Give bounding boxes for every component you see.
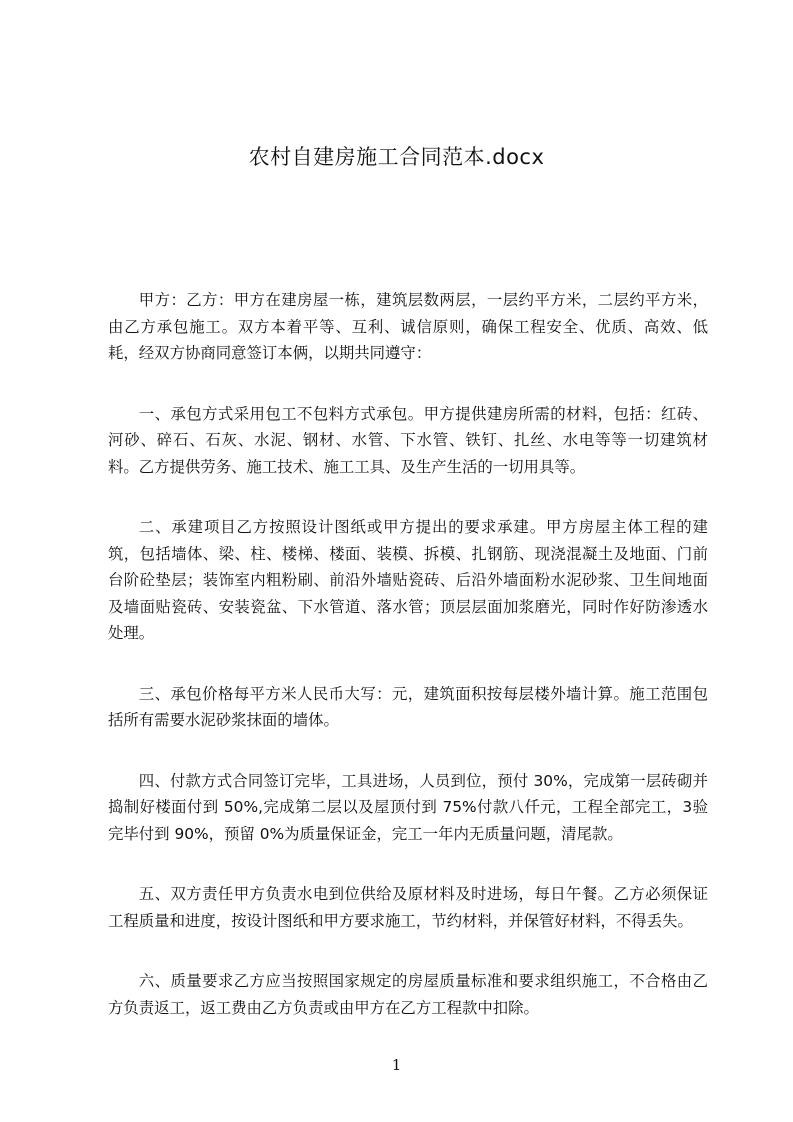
paragraph-payment-method: 四、付款方式合同签订完毕，工具进场，人员到位，预付 30%，完成第一层砖砌并捣制好楼面付到 50%,完成第二层以及屋顶付到 75%付款八仟元，工程全部完工，3验完毕付到 90%，预留 0%为质量保证金，完工一年内无质量问题，清尾款。 bbox=[108, 771, 708, 843]
paragraph-construction-scope: 二、承建项目乙方按照设计图纸或甲方提出的要求承建。甲方房屋主体工程的建筑，包括墙体、梁、柱、楼梯、楼面、装模、拆模、扎钢筋、现浇混凝土及地面、门前台阶砼垫层；装饰室内粗粉刷、前沿外墙贴瓷砖、后沿外墙面粉水泥砂浆、卫生间地面及墙面贴瓷砖、安装瓷盆、下水管道、落水管；顶层层面加浆磨光，同时作好防渗透水处理。 bbox=[108, 518, 708, 642]
page-number: 1 bbox=[391, 1056, 402, 1074]
paragraph-contract-method: 一、承包方式采用包工不包料方式承包。甲方提供建房所需的材料，包括：红砖、河砂、碎石、石灰、水泥、钢材、水管、下水管、铁钉、扎丝、水电等等一切建筑材料。乙方提供劳务、施工技术、施工工具、及生产生活的一切用具等。 bbox=[108, 404, 708, 476]
paragraph-preamble: 甲方：乙方：甲方在建房屋一栋，建筑层数两层，一层约平方米，二层约平方米，由乙方承包施工。双方本着平等、互利、诚信原则，确保工程安全、优质、高效、低耗，经双方协商同意签订本俩，以期共同遵守： bbox=[108, 291, 708, 362]
paragraph-contract-price: 三、承包价格每平方米人民币大写：元，建筑面积按每层楼外墙计算。施工范围包括所有需要水泥砂浆抹面的墙体。 bbox=[108, 684, 708, 729]
document-title: 农村自建房施工合同范本.docx bbox=[248, 145, 545, 169]
paragraph-quality-requirements: 六、质量要求乙方应当按照国家规定的房屋质量标准和要求组织施工，不合格由乙方负责返工，返工费由乙方负责或由甲方在乙方工程款中扣除。 bbox=[108, 972, 708, 1017]
paragraph-responsibilities: 五、双方责任甲方负责水电到位供给及原材料及时进场，每日午餐。乙方必须保证工程质量和进度，按设计图纸和甲方要求施工，节约材料，并保管好材料，不得丢失。 bbox=[108, 885, 708, 930]
document-body bbox=[108, 287, 708, 1055]
